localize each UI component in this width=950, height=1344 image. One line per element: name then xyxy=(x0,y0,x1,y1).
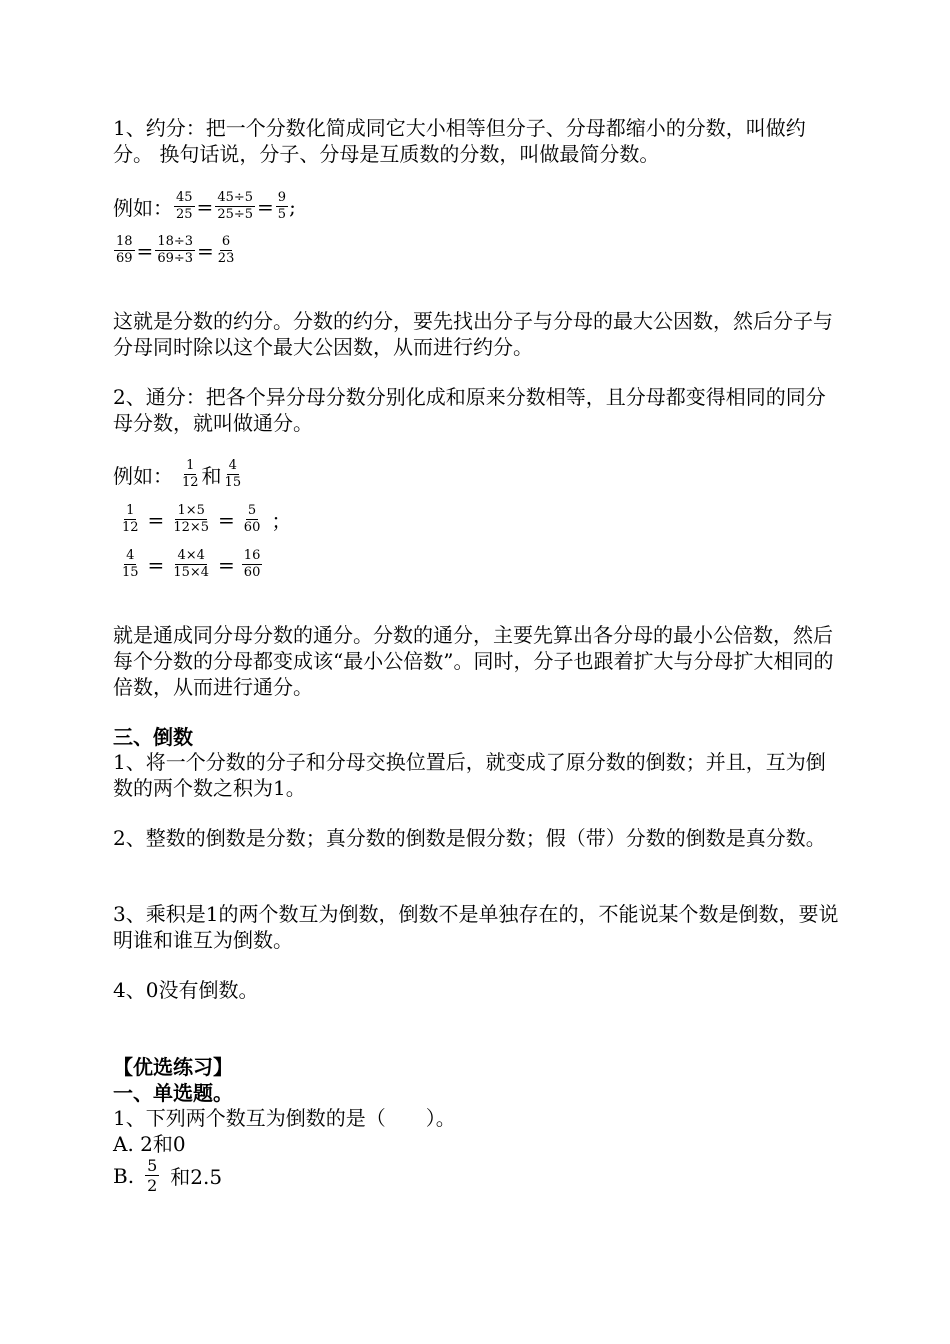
option-a: A. 2和0 xyxy=(113,1132,186,1156)
option-b-label: B. xyxy=(113,1163,135,1188)
fraction: $\frac{5}{2}$ xyxy=(147,1156,158,1195)
reciprocal-point-4: 4、0没有倒数。 xyxy=(113,978,259,1002)
fraction: $\frac{4\times 4}{15\times 4}$ xyxy=(173,548,210,580)
fraction: $\frac{1}{12}$ xyxy=(122,503,139,535)
reduce-definition: 1、约分：把一个分数化简成同它大小相等但分子、分母都缩小的分数，叫做约分。 换句话说，分子、分母是互质数的分数，叫做最简分数。 xyxy=(113,116,806,166)
fraction: $\frac{18\div 3}{69\div 3}$ xyxy=(157,234,194,266)
common-example-2 xyxy=(119,548,263,581)
fraction: $\frac{4}{15}$ xyxy=(224,458,242,490)
semicolon: ; xyxy=(289,194,296,219)
option-b-value: 和2.5 xyxy=(170,1165,223,1189)
equals-sign: = xyxy=(136,238,154,263)
equals-sign: = xyxy=(147,507,165,532)
example-label: 例如： xyxy=(113,196,173,220)
equals-sign: = xyxy=(218,552,235,577)
common-example-1 xyxy=(119,503,291,536)
reciprocal-heading: 三、倒数 xyxy=(113,725,193,749)
fraction: $\frac{6}{23}$ xyxy=(217,234,235,266)
reduce-example-2 xyxy=(113,234,237,267)
reduce-explanation: 这就是分数的约分。分数的约分，要先找出分子与分母的最大公因数，然后分子与分母同时除以这个最大公因数，从而进行约分。 xyxy=(113,309,833,359)
reciprocal-point-2: 2、整数的倒数是分数；真分数的倒数是假分数；假（带）分数的倒数是真分数。 xyxy=(113,826,826,850)
practice-heading: 【优选练习】 xyxy=(113,1055,233,1079)
reciprocal-point-3: 3、乘积是1的两个数互为倒数，倒数不是单独存在的，不能说某个数是倒数，要说明谁和谁互为倒数。 xyxy=(113,902,839,952)
equals-sign: = xyxy=(196,194,214,219)
example-label: 例如： xyxy=(113,464,173,488)
reduce-example-1 xyxy=(113,190,296,223)
question-1: 1、下列两个数互为倒数的是（ ）。 xyxy=(113,1106,456,1130)
fraction: $\frac{45}{25}$ xyxy=(176,190,193,222)
fraction: $\frac{1\times 5}{12\times 5}$ xyxy=(173,503,210,535)
equals-sign: = xyxy=(257,194,274,219)
equals-sign: = xyxy=(218,507,235,532)
fraction: $\frac{5}{60}$ xyxy=(243,503,261,535)
common-denominator-explanation: 就是通成同分母分数的通分。分数的通分，主要先算出各分母的最小公倍数，然后每个分数的分母都变成该“最小公倍数”。同时，分子也跟着扩大与分母扩大相同的倍数，从而进行通分。 xyxy=(113,623,834,699)
reciprocal-point-1: 1、将一个分数的分子和分母交换位置后，就变成了原分数的倒数；并且，互为倒数的两个数之积为1。 xyxy=(113,750,826,800)
semicolon: ； xyxy=(271,509,292,533)
fraction: $\frac{18}{69}$ xyxy=(116,234,133,266)
equals-sign: = xyxy=(147,552,165,577)
common-denominator-definition: 2、通分：把各个异分母分数分别化成和原来分数相等，且分母都变得相同的同分母分数，就叫做通分。 xyxy=(113,385,826,435)
fraction: $\frac{45\div 5}{25\div 5}$ xyxy=(217,190,254,222)
fraction: $\frac{4}{15}$ xyxy=(122,548,139,580)
equals-sign: = xyxy=(197,238,214,263)
fraction: $\frac{16}{60}$ xyxy=(243,548,261,580)
single-choice-heading: 一、单选题。 xyxy=(113,1081,233,1105)
and-word: 和 xyxy=(201,464,222,488)
fraction: $\frac{1}{12}$ xyxy=(182,458,199,490)
option-b xyxy=(113,1156,222,1195)
fraction: $\frac{9}{5}$ xyxy=(277,190,287,222)
common-example-head xyxy=(113,458,244,491)
